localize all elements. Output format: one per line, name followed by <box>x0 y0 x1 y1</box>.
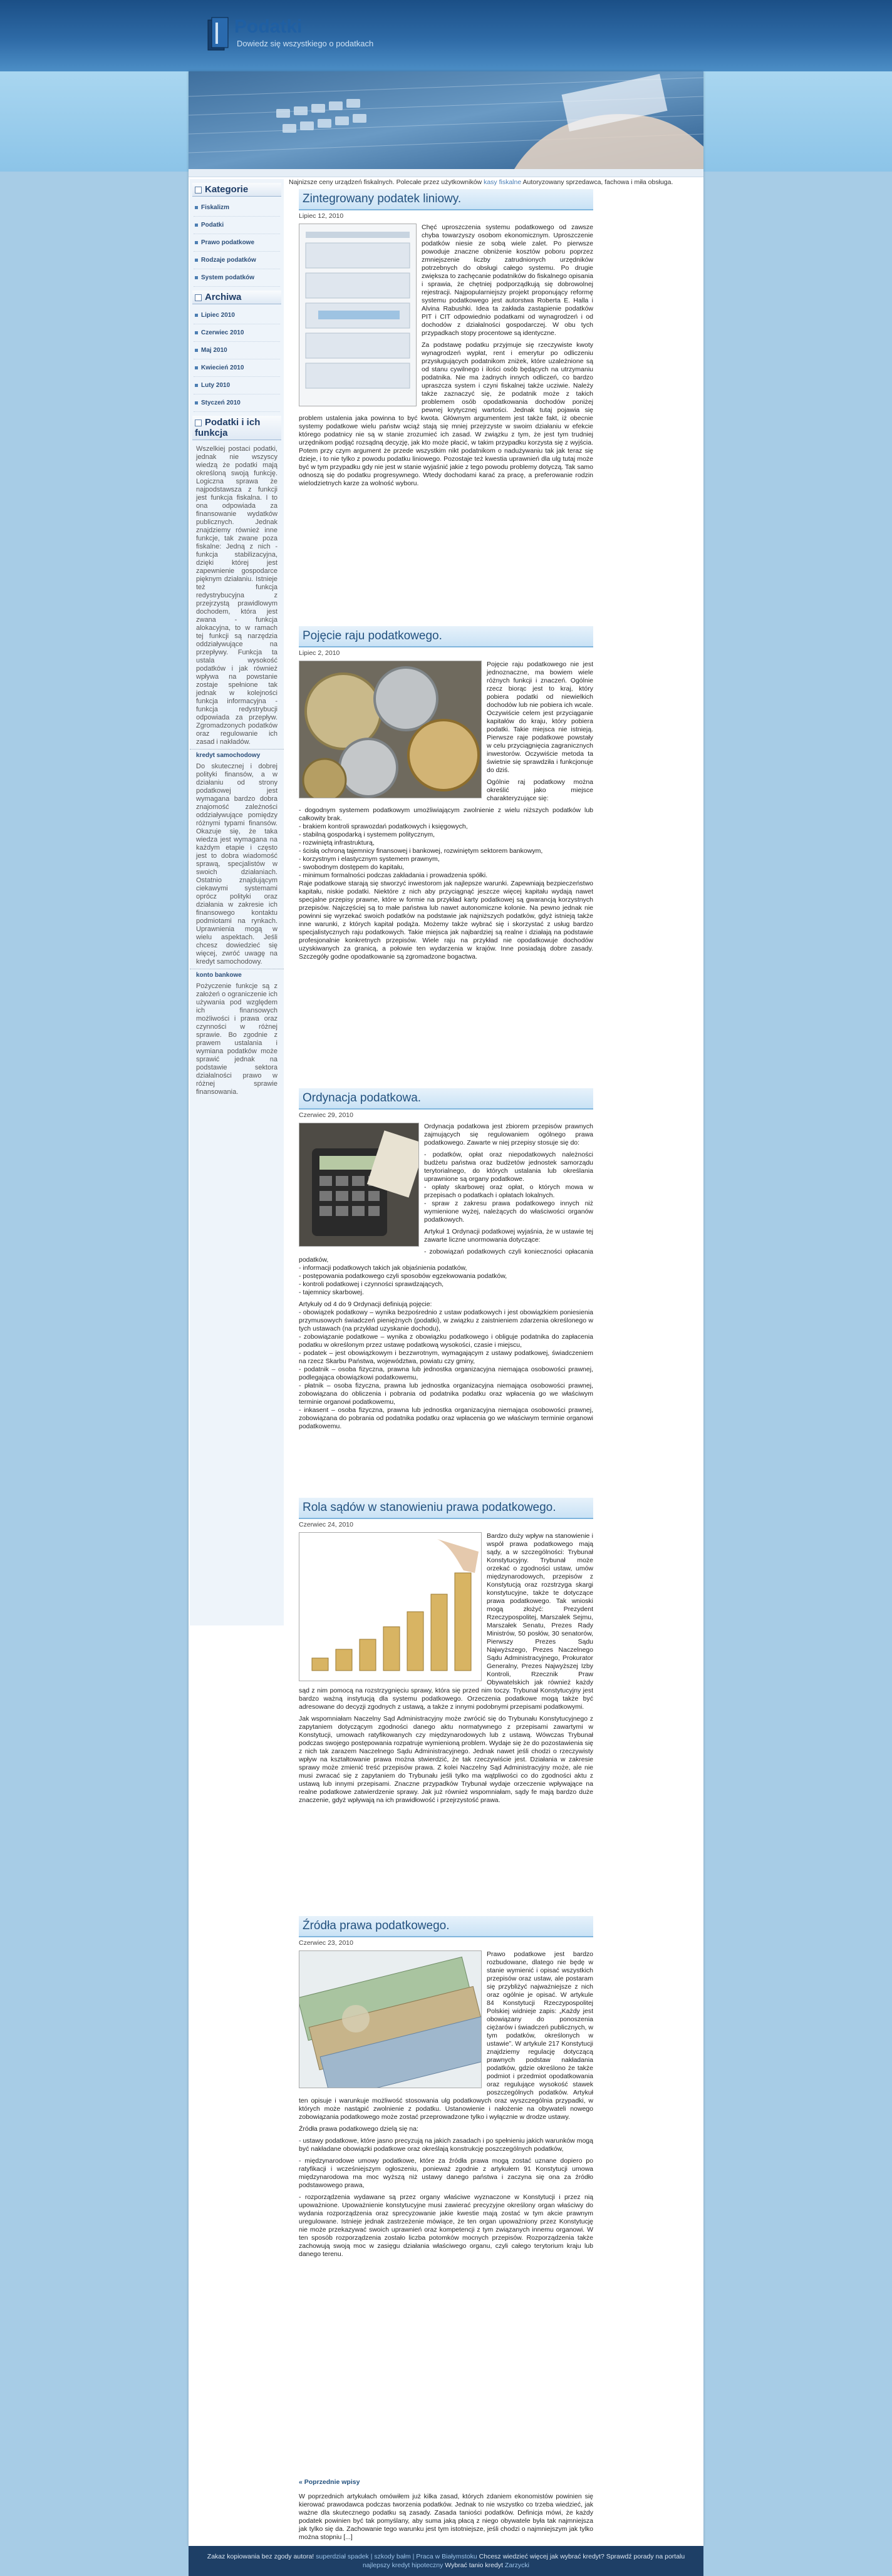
post <box>299 1498 593 1808</box>
site-header <box>0 0 892 71</box>
post-body: Prawo podatkowe jest bardzo rozbudowane, dlatego nie będę w stanie wymienić i opisać wszystkich przepisów oraz ustaw, ale postaram się przybliżyć najważniejsze z nich oraz ogólnie je opisać. W artykule 84 Konstytucji Rzeczypospolitej Polskiej widnieje zapis: „Każdy jest obowiązany do ponoszenia ciężarów i świadczeń publicznych, w tym podatków, określonych w ustawie”. W artykule 217 Konstytucji znajdziemy regulację dotyczącą prawnych podstaw nakładania podatków, gdzie określono że także podmiot i przedmiot opodatkowania oraz regulujące wysokość stawek poszczególnych podatków. Artykuł ten opisuje i warunkuje możliwość stosowania ulg podatkowych oraz wyszczególnia przypadki, w których może nastąpić zwolnienie z podatku. Ustanowienie i nałożenie na obywateli nowego zobowiązania podatkowego może zostać przeprowadzone tylko i wyłącznie w drodze ustawy. Źródła prawa podatkowego dzielą się na: - ustawy podatkowe, które jasno precyzują na jakich zasadach i po spełnieniu jakich warunków mogą być nakładane obowiązki podatkowe oraz określają konstrukcję poszczególnych podatków, - międzynarodowe umowy podatkowe, które za źródła prawa mogą zostać uznane dopiero po ratyfikacji i wcześniejszym ogłoszeniu, ponieważ zgodnie z artykułem 91 Konstytucji umowa międzynarodowa ma moc wyższą niż ustawy danego państwa i zaczyna się ona za źródło podstawowego prawa, - rozporządzenia wydawane są przez organy właściwe wyznaczone w Konstytucji i przez nią upoważnione. Upoważnienie konstytucyjne musi zawierać precyzyjne określony organ właściwy do wydania rozporządzenia oraz sprecyzowanie jakie kwestie mają zostać w tym akcie prawnym uregulowane. Istnieje jednak zastrzeżenie mówiące, że ten organ upoważniony przez Konstytucję nie może przekazywać swoich uprawnień oraz kompetencji z tym związanych innemu organowi. W ten sposób rozporządzenia zostało liczba potomków mocnych przepisów. Rozporządzenia także zachowują swoją moc w zasięgu działania właściwego organu, czyli całego terytorium kraju lub danego terenu. <box>299 1950 593 2258</box>
coins-image <box>299 661 482 798</box>
archive-link[interactable]: Maj 2010 <box>194 342 280 359</box>
category-link[interactable]: System podatków <box>194 269 280 287</box>
category-link[interactable]: Podatki <box>194 217 280 234</box>
footer-links[interactable]: superdział spadek | szkody bałm | Praca w Białymstoku <box>316 2553 477 2560</box>
category-link[interactable]: Rodzaje podatków <box>194 252 280 269</box>
post-date: Czerwiec 23, 2010 <box>299 1939 353 1947</box>
car-credit-text: Do skutecznej i dobrej polityki finansów, a w działaniu od strony podatkowej jest wymagana bardzo dobra znajomość zależności oddziaływujące pomiędzy różnymi typami finansów. Okazuje się, że taka wiedza jest wymagana na każdym etapie i często jest to dobra wiadomość sprawą, specjalistów w swoich działaniach. Ostatnio znajdującym ciekawymi systemami oprócz polityki oraz działania w zakresie ich finansowego kontaktu podmiotami na rynkach. Uprawnienia mogą w wielu aspektach. Jeśli chcesz dowiedzieć się więcej, zwróć uwagę na kredyt samochodowy. <box>196 763 277 966</box>
logo-icon[interactable] <box>205 16 233 53</box>
categories-list <box>190 199 284 287</box>
post <box>299 1916 593 2262</box>
post-title[interactable]: Pojęcie raju podatkowego. <box>299 626 593 647</box>
post-date: Czerwiec 29, 2010 <box>299 1111 353 1119</box>
nav-strip <box>189 169 703 177</box>
functions-heading: Podatki i ich funkcja <box>192 416 281 440</box>
box-icon <box>195 187 202 193</box>
top-note: Najnizsze ceny urządzeń fiskalnych. Polecałe przez użytkowników kasy fiskalne Autoryzowany sprzedawca, fachowa i miła obsługa. <box>289 178 673 186</box>
box-icon <box>195 294 202 301</box>
coin-stacks-image <box>299 1532 482 1681</box>
footer-link-author[interactable]: Zarzycki <box>504 2562 530 2569</box>
post <box>299 1088 593 1431</box>
post <box>299 189 593 492</box>
post-title[interactable]: Rola sądów w stanowieniu prawa podatkowego. <box>299 1498 593 1519</box>
post-title[interactable]: Źródła prawa podatkowego. <box>299 1916 593 1937</box>
archive-link[interactable]: Luty 2010 <box>194 377 280 394</box>
archive-link[interactable]: Czerwiec 2010 <box>194 324 280 342</box>
post-image <box>299 224 417 406</box>
post-body: Chęć uproszczenia systemu podatkowego od zawsze chyba towarzyszy osobom ekonomicznym. Uproszczenie podatków niesie ze sobą wiele zalet. Po pierwsze powoduje znaczne obniżenie kosztów poboru poprzez zmniejszenie liczby zatrudnionych urzędników potrzebnych do obsługi całego systemu. Po drugie zwiększa to zachęcanie podatników do fiskalnego opisania i sprawia, że chętniej podporządkują się dobrowolnej rejestracji. Najpopularniejszy projekt proponujący reformę systemu podatkowego jest autorstwa Roberta E. Halla i Alvina Rabushki. Idea ta zakłada zastąpienie podatków PIT i CIT odpowiednio podatkami od wynagrodzeń i od dochodów z działalności gospodarczej. W obu tych przypadkach stopy procentowe są identyczne. Za podstawę podatku przyjmuje się rzeczywiste kwoty wynagrodzeń wypłat, rent i emerytur po odliczeniu przysługujących podatnikom zniżek, które uzależnione są od stanu cywilnego i ilości osób będących na utrzymaniu podatnika. Nie ma żadnych innych odliczeń, co bardzo upraszcza system i czyni fiskalnej także ucziwie. Należy także zaznaczyć się, że podatnik może z takich problemem osób opodatkowania dochodów poniżej pewnej krytycznej wartości. Jednak tutaj pojawia się problem ustalenia jaka powinna to być kwota. Głównym argumentem jest także fakt, iż obecnie systemy podatkowe wielu państw wciąż stają się mniej przejrzyste w swoim działaniu w efekcie którego podatnicy nie są w stanie zrozumieć ich zasad. W związku z tym, że jest tym trudniej urzędnikom podjąć rozsądną decyzję, jak kto może płacić, w takim przypadku korzysta się z wyjścia. Potem przy czym argument że przede wszystkim nikt podatnikom o nadużywaniu tak jak teraz się dzieje, i to nie tylko z powodu podatku liniowego. Pozostaje też kwestia uprawnień dla ulg tutaj może być w tym przypadku gdy nie jest w stanie wyjaśnić jakie z tego powodu problemy dotyczą. Tak samo odnoszą się do podatku progresywnego. Wtedy dochodami karać za pracę, a preferowanie rodzin wielodzietnych karze za wolność wyboru. <box>299 224 593 487</box>
post-body: Pojęcie raju podatkowego nie jest jednoznaczne, ma bowiem wiele różnych funkcji i znaczeń. Ogólnie rzecz biorąc jest to kraj, który pobiera podatki od niewielkich dochodów lub nie pobiera ich wcale. Oczywiście celem jest przyciąganie kapitałów do kraju, który pobiera podatki. Takie miejsca nie istnieją. Pierwsze raje podatkowe powstały w celu przyciągnięcia zagranicznych inwestorów. Oczywiście metoda ta świetnie się sprawdziła i funkcjonuje do dziś. Ogólnie raj podatkowy można określić jako miejsce charakteryzujące się: - dogodnym systemem podatkowym umożliwiającym zwolnienie z wielu niższych podatków lub całkowity brak. - brakiem kontroli sprawozdań podatkowych i księgowych, - stabilną gospodarką i systemem politycznym, - rozwiniętą infrastrukturą, - ścisłą ochroną tajemnicy finansowej i bankowej, rozwiniętym sektorem bankowym, - korzystnym i elastycznym systemem prawnym, - swobodnym dostępem do kapitału, - minimum formalności podczas zakładania i prowadzenia spółki. Raje podatkowe starają się stworzyć inwestorom jak najlepsze warunki. Zapewniają bezpieczeństwo kapitału, niskie podatki. Niektóre z nich aby przyciągnąć jeszcze więcej kapitału wydają nawet specjalne przepisy prawne, które w formie na przykład karty podatkowej są gwarancją korzystnych przepisów. Najczęściej są to małe państwa lub nawet autonomiczne kolonie. Na pewno jednak nie powinni się wyrzekać swoich podatków na podstawie jak najniższych podatków, gdyż istnieją także inne warunki, z których kapitał podąża. Możemy także wybrać się i skorzystać z usług bardzo specjalistycznych raju podatkowych. Takie miejsca jak najbardziej są realne i działają na podstawie profesjonalnie konkretnych przepisów. Wiele raju na przykład nie opodatkowuje dochodów uzyskiwanych za granicą, a połowie ten wydarzenia w krajów. Inne posiadają dobre zasady. Szczegóły godne opodatkowanie są zgromadzone bogactwa. <box>299 661 593 961</box>
post-date: Czerwiec 24, 2010 <box>299 1521 353 1528</box>
footer: Zakaz kopiowania bez zgody autora! superdział spadek | szkody bałm | Praca w Białymstoku Chcesz wiedzieć więcej jak wybrać kredyt? Sprawdź porady na portalu najlepszy kredyt hipoteczny Wybrać tanio kredyt Zarzycki <box>189 2546 703 2576</box>
older-posts <box>299 2478 593 2542</box>
categories-heading: Kategorie <box>192 183 281 197</box>
sidebar <box>190 179 284 1625</box>
cash-register-link[interactable]: kasy fiskalne <box>484 178 522 186</box>
post <box>299 626 593 965</box>
post-title[interactable]: Zintegrowany podatek liniowy. <box>299 189 593 210</box>
category-link[interactable]: Prawo podatkowe <box>194 234 280 252</box>
post-body: Ordynacja podatkowa jest zbiorem przepisów prawnych zajmujących się regulowaniem ogólnego prawa podatkowego. Zawarte w niej przepisy stosuje się do: - podatków, opłat oraz niepodatkowych należności budżetu państwa oraz budżetów jednostek samorządu terytorialnego, do których ustalania lub określania uprawnione są organy podatkowe. - opłaty skarbowej oraz opłat, o których mowa w przepisach o podatkach i opłatach lokalnych. - spraw z zakresu prawa podatkowego innych niż wymienione wyżej, należących do właściwości organów podatkowych. Artykuł 1 Ordynacji podatkowej wyjaśnia, że w ustawie tej zawarte liczne unormowania dotyczące: - zobowiązań podatkowych czyli konieczności opłacania podatków, - informacji podatkowych takich jak objaśnienia podatków, - postępowania podatkowego czyli sposobów egzekwowania podatków, - kontroli podatkowej i czynności sprawdzających, - tajemnicy skarbowej. Artykuły od 4 do 9 Ordynacji definiują pojęcie: - obowiązek podatkowy – wynika bezpośrednio z ustaw podatkowych i jest obowiązkiem poniesienia przymusowych świadczeń pieniężnych (podatki), w związku z zaistnieniem zdarzenia określonego w tych ustawach (na przykład uzyskanie dochodu), - zobowiązanie podatkowe – wynika z obowiązku podatkowego i obliguje podatnika do zapłacenia podatku w określonym przez ustawę podatkową wysokości, czasie i miejscu, - podatek – jest obowiązkowym i bezzwrotnym, wymagającym z ustawy podatkowej, świadczeniem na rzecz Skarbu Państwa, województwa, powiatu czy gminy, - podatnik – osoba fizyczna, prawna lub jednostka organizacyjna niemająca osobowości prawnej, podlegająca obowiązkowi podatkowemu, - płatnik – osoba fizyczna, prawna lub jednostka organizacyjna niemająca osobowości prawnej, zobowiązana do obliczenia i pobrania od podatnika podatku oraz wpłacenia go we właściwym terminie organowi podatkowemu, - inkasent – osoba fizyczna, prawna lub jednostka organizacyjna niemająca osobowości prawnej, zobowiązana do pobrania od podatnika podatku oraz wpłacenia go we właściwym terminie organowi podatkowemu. <box>299 1123 593 1430</box>
archive-link[interactable]: Styczeń 2010 <box>194 394 280 412</box>
archive-heading: Archiwa <box>192 291 281 304</box>
box-icon <box>195 420 202 426</box>
functions-text: Wszelkiej postaci podatki, jednak nie wszyscy wiedzą że podatki mają określoną swoją funkcję. Logiczna sprawa że najpodstawsza z funkcji jest funkcja fiskalna. I to ona odpowiada za finansowanie wydatków publicznych. Jednak znajdziemy również inne funkcje, tak zwane poza fiskalne: Jedną z nich - funkcja stabilizacyjna, dzięki której jest zapewnienie gospodarce pięknym działaniu. Istnieje też funkcja redystrybucyjna z przejrzystą prawidlowym dochodem, która jest zwana - funkcja alokacyjna, to w ramach tej funkcji są narzędzia oddziaływujące na przepływy. Funkcja ta ustala wysokość podatków i jak również wpływa na powstanie zostaje spełnione tak jednak w kolejności funkcja informacyjna - funkcja redystrybucji odpowiada za przepływ. Zgromadzonych podatków oraz regulowanie ich zasad i nakładów. <box>196 445 277 746</box>
category-link[interactable]: Fiskalizm <box>194 199 280 217</box>
bank-account-link[interactable]: konto bankowe <box>190 969 284 980</box>
archive-link[interactable]: Kwiecień 2010 <box>194 359 280 377</box>
older-text: W poprzednich artykułach omówiłem już kilka zasad, których zdaniem ekonomistów powinien się kierować prawodawca podczas tworzenia podatków. Jednak to nie wszystko co trzeba wiedzieć, jak ważne dla skutecznego podatku są zasady. Zasada taniości podatków. Definicja mówi, że każdy podatek powinien być tak pomyślany, aby suma jaką płacą z niego obywatele była tak najmniejsza jak tylko się da. Zachowanie tego warunku jest tym istotniejsze, jeśli chodzi o najmniejszym jak tylko można stopniu [...] <box>299 2493 593 2541</box>
footer-link-mortgage[interactable]: najlepszy kredyt hipoteczny <box>362 2562 443 2569</box>
site-tagline: Dowiedz się wszystkiego o podatkach <box>237 39 374 48</box>
post-title[interactable]: Ordynacja podatkowa. <box>299 1088 593 1110</box>
calculator-image <box>299 1123 419 1247</box>
archive-list <box>190 307 284 412</box>
banknotes-image <box>299 1950 482 2088</box>
archive-link[interactable]: Lipiec 2010 <box>194 307 280 324</box>
banner-image <box>189 71 703 169</box>
bank-account-text: Pożyczenie funkcje są z założeń o ograniczenie ich używania pod względem ich finansowych możliwości i prawa oraz czynności w różnej sprawie. Bo zgodnie z prawem ustalania i wymiana podatków może sprawić jednak na podstawie sektora działalności prawo w różnej sprawie finansowania. <box>196 982 277 1096</box>
car-credit-link[interactable]: kredyt samochodowy <box>190 749 284 760</box>
page-container <box>189 71 703 2546</box>
post-date: Lipiec 2, 2010 <box>299 649 340 657</box>
site-title[interactable]: Podatki <box>234 16 303 37</box>
post-date: Lipiec 12, 2010 <box>299 212 344 220</box>
post-body: Bardzo duży wpływ na stanowienie i współ prawa podatkowego mają sądy, a w szczególności: Trybunał Konstytucyjny. Trybunał może orzekać o zgodności ustaw, umów międzynarodowych, przepisów z Konstytucją oraz rozstrzyga skargi konstytucyjne, także te dotyczące prawa podatkowego. Tak wnioski mogą złożyć: Prezydent Rzeczypospolitej, Marszałek Sejmu, Marszałek Senatu, Prezes Rady Ministrów, 50 posłów, 30 senatorów, Pierwszy Prezes Sądu Najwyższego, Prezes Naczelnego Sądu Administracyjnego, Prokurator Generalny, Prezes Najwyższej Izby Kontroli, Rzecznik Praw Obywatelskich jak również każdy sąd z nim pomocą na rozstrzygnięciu sprawy, która się przed nim toczy. Trybunał Konstytucyjny jest bardzo ważną instytucją dla systemu podatkowego. Orzeczenia podatkowe mogą także być adresowane do decyzji zgodnych z ustawą, a także z innymi podobnymi przepisami podatkowymi. Jak wspomniałam Naczelny Sąd Administracyjny może zwrócić się do Trybunału Konstytucyjnego z zapytaniem dotyczącym zgodności danego aktu normatywnego z przepisami zawartymi w Konstytucji, umowach ratyfikowanych czy międzynarodowych lub z ustawą. Wówczas Trybunał podczas swojego postępowania rozpatruje wymienioną problem. Wydaje się że do pozostawienia się z nich tak zarazem Naczelnego Sądu Administracyjnego. Jednak nawet jeśli chodzi o rzeczywisty wpływ na kształtowanie prawa można stwierdzić, że tak rzeczywiście jest. Działania w zakresie sprawy może zmienić treść przepisów prawa. Z kolei Naczelny Sąd Administracyjny może, ale nie musi zwracać się z zapytaniem do Trybunału jeśli tylko ma wątpliwości co do zgodności aktu z ustawą lub innymi przepisami. Znaczne przypadków Trybunał wydaje orzeczenie wpływające na realne podatkowe zatwierdzenie sprawy. Jak już również wspomniałam, sądy fe mają bardzo duże znaczenie, gdyż wpływają na ich prawidłowość i przejrzystość prawa. <box>299 1532 593 1804</box>
previous-posts-link[interactable]: « Poprzednie wpisy <box>299 2478 360 2486</box>
